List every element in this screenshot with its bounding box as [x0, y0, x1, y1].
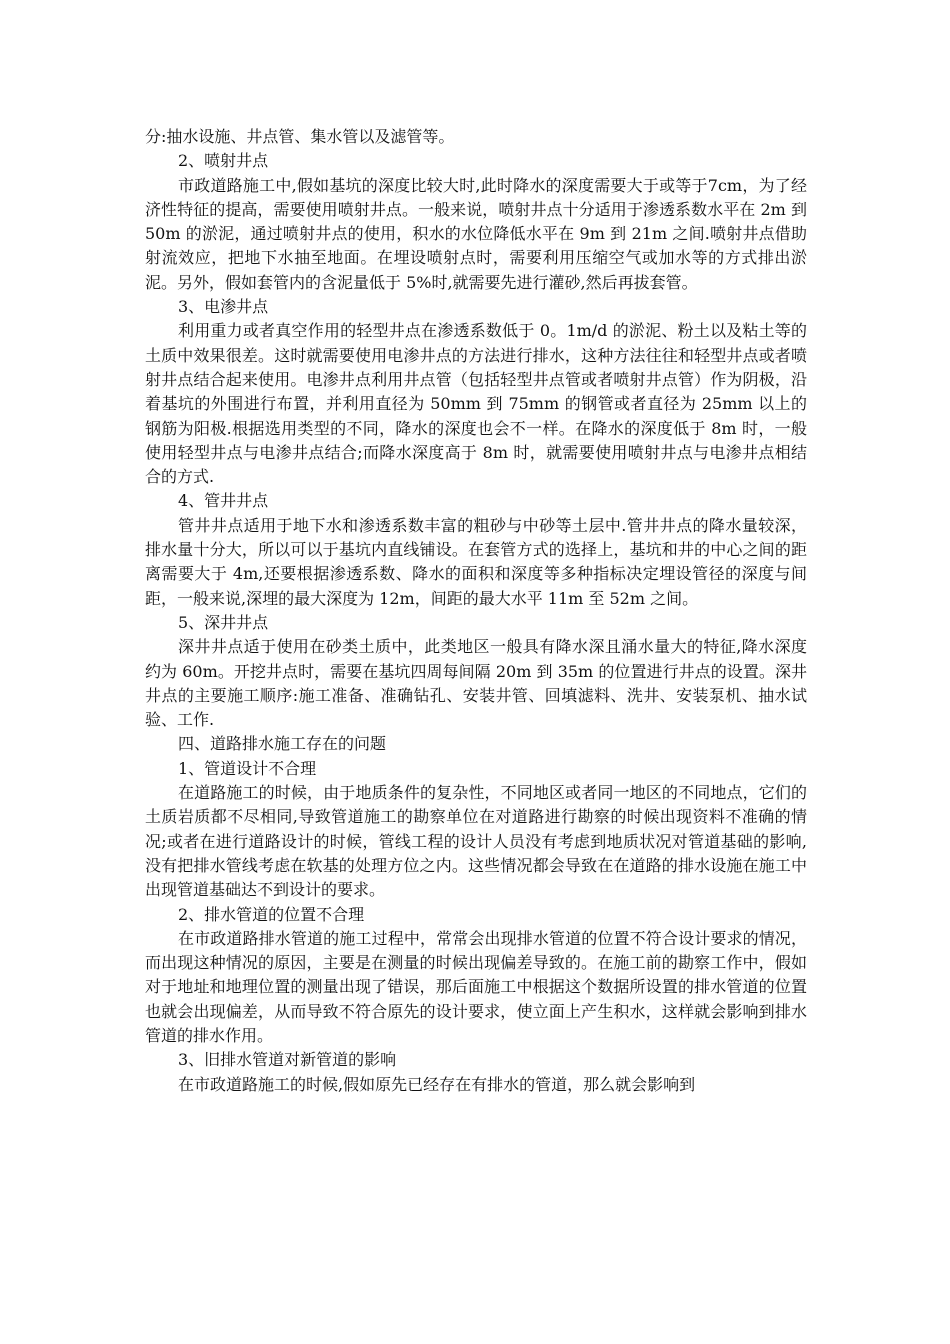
paragraph: 在市政道路施工的时候,假如原先已经存在有排水的管道，那么就会影响到 [178, 1074, 696, 1094]
section-heading: 2、排水管道的位置不合理 [178, 904, 365, 924]
chapter-heading: 四、道路排水施工存在的问题 [178, 734, 387, 754]
section-heading: 3、电渗井点 [178, 297, 269, 317]
paragraph: 分:抽水设施、井点管、集水管以及滤管等。 [145, 127, 455, 146]
paragraph: 利用重力或者真空作用的轻型井点在渗透系数低于 0。1m/d 的淤泥、粉土以及粘土等的土质中效果很差。这时就需要使用电渗井点的方法进行排水，这种方法往往和轻型井点或者喷射井点结合起来使用。电渗井点利用井点管（包括轻型井点管或者喷射井点管）作为阴极，沿着基坑的外围进行布置，并利用直径为 50mm 到 75mm 的钢管或者直径为 25mm 以上的钢筋为阳极.根据选用类型的不同，降水的深度也会不一样。在降水的深度低于 8m 时，一般使用轻型井点与电渗井点结合;而降水深度高于 8m 时，就需要使用喷射井点与电渗井点相结合的方式. [145, 321, 807, 487]
document-body [145, 125, 807, 1097]
paragraph: 深井井点适于使用在砂类土质中，此类地区一般具有降水深且涌水量大的特征,降水深度约为 60m。开挖井点时，需要在基坑四周每间隔 20m 到 35m 的位置进行井点的设置。深井井点的主要施工顺序:施工准备、准确钻孔、安装井管、回填滤料、洗井、安装泵机、抽水试验、工作. [145, 637, 807, 730]
paragraph: 管井井点适用于地下水和渗透系数丰富的粗砂与中砂等土层中.管井井点的降水量较深，排水量十分大，所以可以于基坑内直线铺设。在套管方式的选择上，基坑和井的中心之间的距离需要大于 4m,还要根据渗透系数、降水的面积和深度等多种指标决定埋设管径的深度与间距，一般来说,深埋的最大深度为 12m，间距的最大水平 11m 至 52m 之间。 [145, 515, 807, 608]
paragraph: 在道路施工的时候，由于地质条件的复杂性，不同地区或者同一地区的不同地点，它们的土质岩质都不尽相同,导致管道施工的勘察单位在对道路进行勘察的时候出现资料不准确的情况;或者在进行道路设计的时候，管线工程的设计人员没有考虑到地质状况对管道基础的影响,没有把排水管线考虑在软基的处理方位之内。这些情况都会导致在在道路的排水设施在施工中出现管道基础达不到设计的要求。 [145, 783, 807, 900]
paragraph: 在市政道路排水管道的施工过程中，常常会出现排水管道的位置不符合设计要求的情况，而出现这种情况的原因，主要是在测量的时候出现偏差导致的。在施工前的勘察工作中，假如对于地址和地理位置的测量出现了错误，那后面施工中根据这个数据所设置的排水管道的位置也就会出现偏差，从而导致不符合原先的设计要求，使立面上产生积水，这样就会影响到排水管道的排水作用。 [145, 928, 807, 1045]
section-heading: 3、旧排水管道对新管道的影响 [178, 1050, 397, 1070]
section-heading: 4、管井井点 [178, 491, 269, 511]
paragraph: 市政道路施工中,假如基坑的深度比较大时,此时降水的深度需要大于或等于7cm，为了经济性特征的提高，需要使用喷射井点。一般来说，喷射井点十分适用于渗透系数水平在 2m 到 50m 的淤泥，通过喷射井点的使用，积水的水位降低水平在 9m 到 21m 之间.喷射井点借助射流效应，把地下水抽至地面。在埋设喷射点时，需要利用压缩空气或加水等的方式排出淤泥。另外，假如套管内的含泥量低于 5%时,就需要先进行灌砂,然后再拔套管。 [145, 175, 807, 292]
section-heading: 5、深井井点 [178, 612, 269, 632]
section-heading: 2、喷射井点 [178, 151, 269, 171]
section-heading: 1、管道设计不合理 [178, 758, 317, 778]
